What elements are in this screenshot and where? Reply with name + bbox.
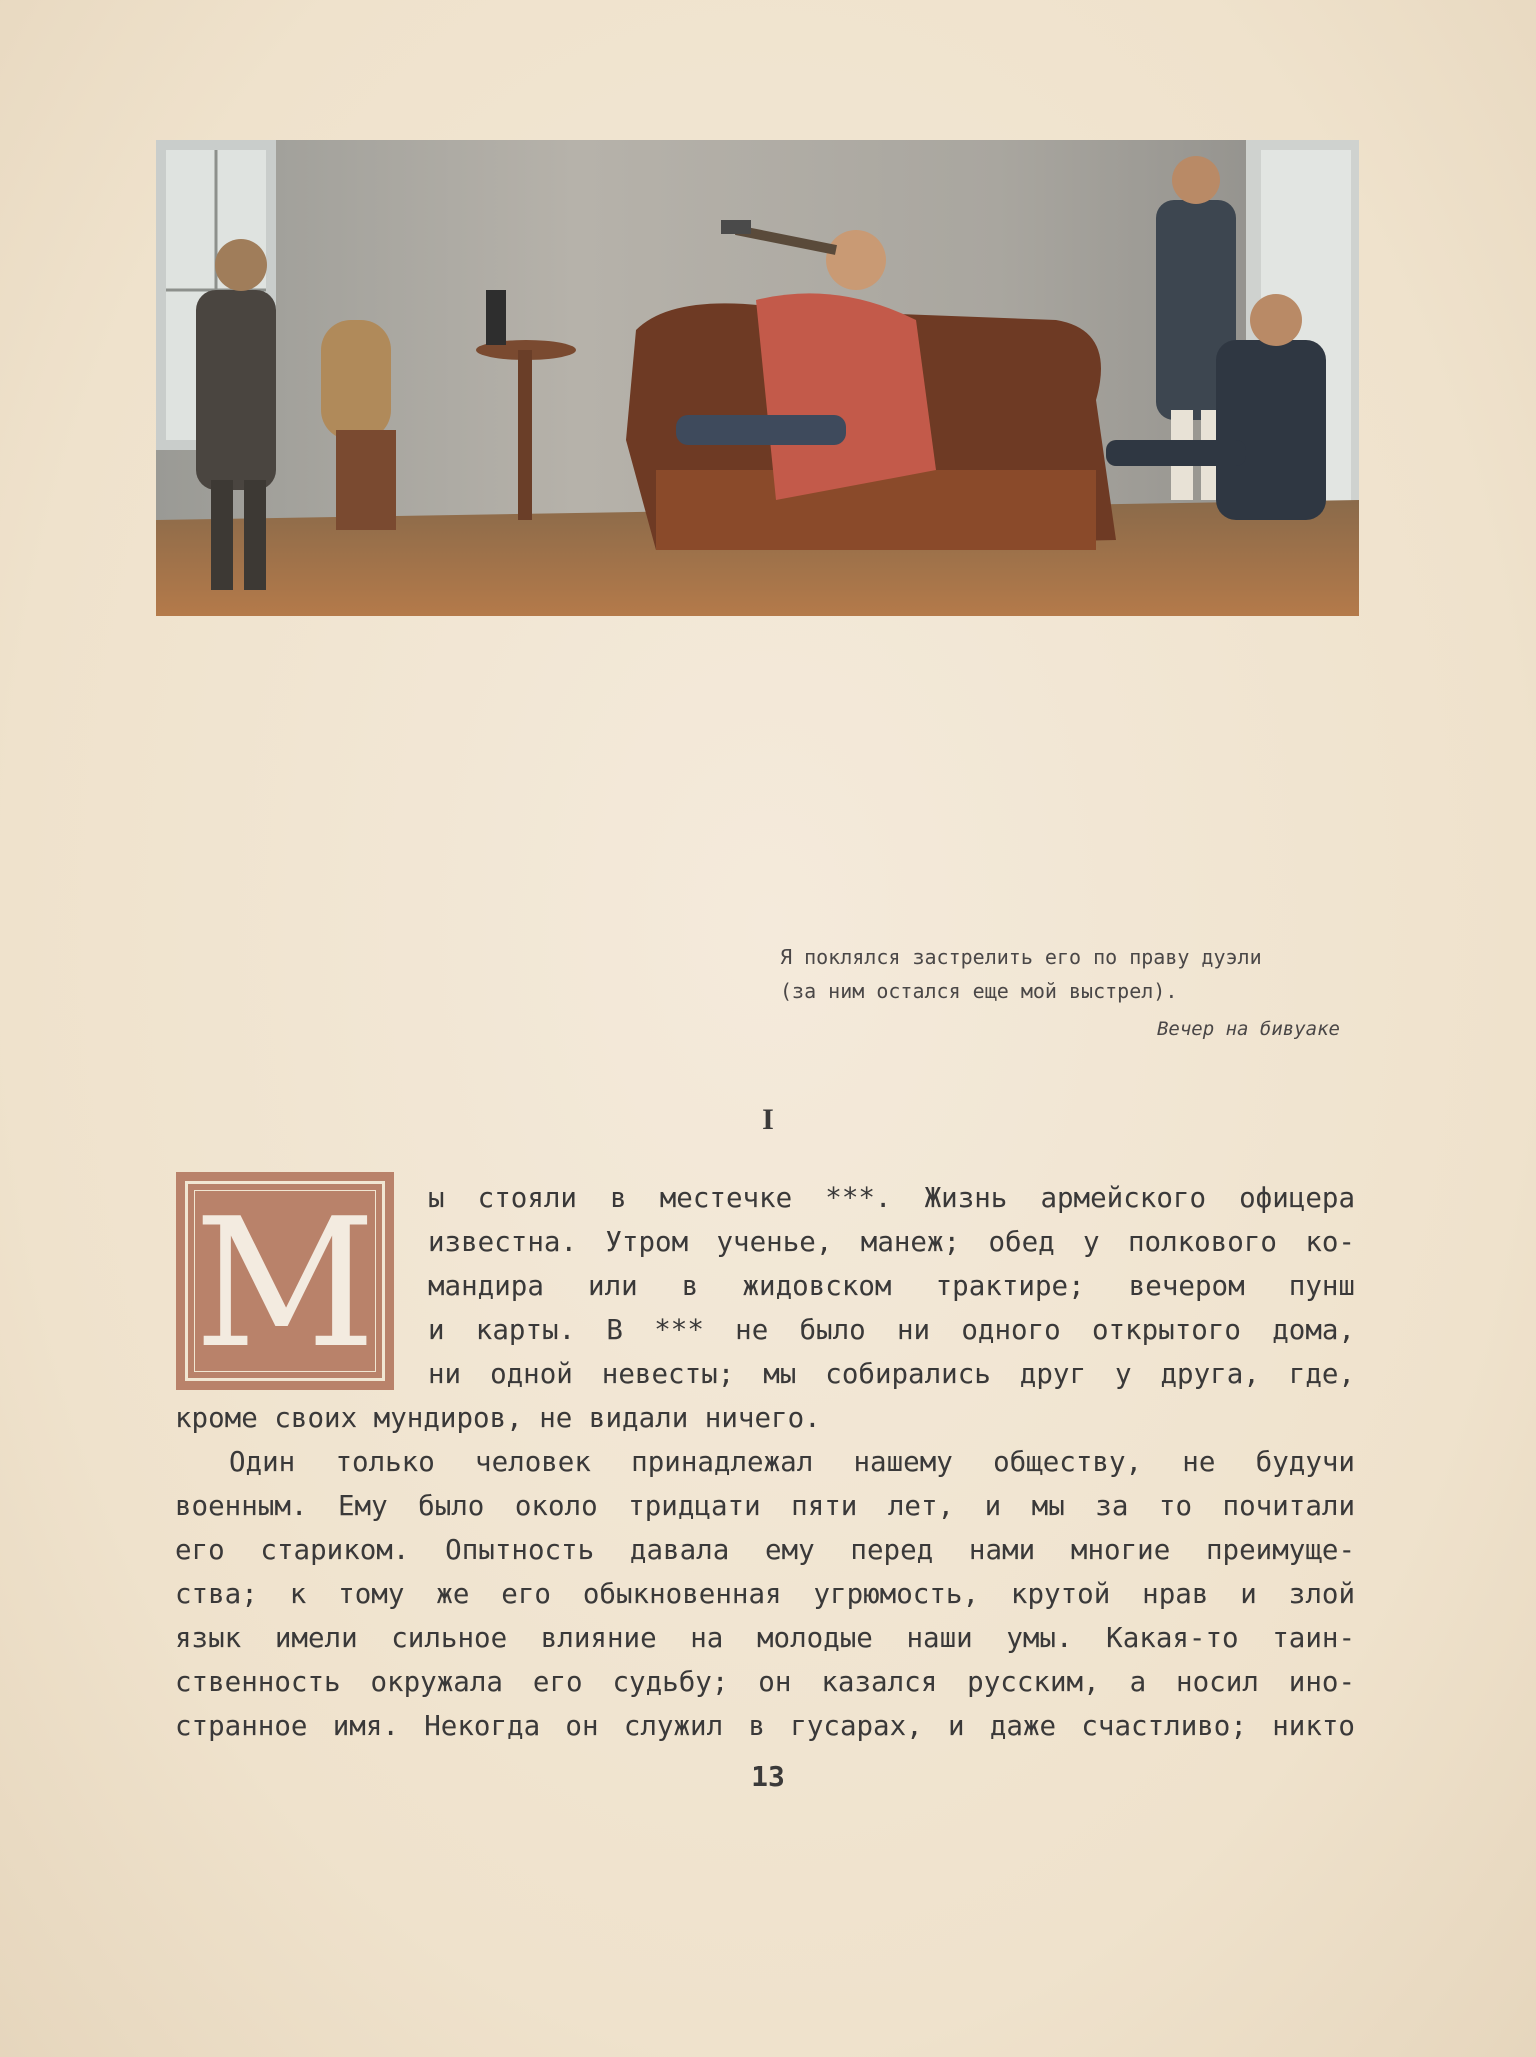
text-line: странное имя. Некогда он служил в гусарах, и даже счастливо; никто: [175, 1710, 1355, 1742]
epigraph-source: Вечер на бивуаке: [1156, 1018, 1340, 1040]
text-line: язык имели сильное влияние на молодые наши умы. Какая-то таин-: [175, 1622, 1355, 1654]
drop-cap: [176, 1172, 394, 1390]
text-line: ства; к тому же его обыкновенная угрюмость, крутой нрав и злой: [175, 1578, 1355, 1610]
epigraph-line-1: Я поклялся застрелить его по праву дуэли: [780, 945, 1262, 969]
text-line: военным. Ему было около тридцати пяти лет, и мы за то почитали: [175, 1490, 1355, 1522]
epigraph-line-2: (за ним остался еще мой выстрел).: [780, 979, 1178, 1003]
text-line: ы стояли в местечке ***. Жизнь армейского офицера: [428, 1182, 1355, 1214]
illustration-painting: [156, 140, 1359, 616]
illustration: [156, 140, 1359, 616]
text-line: его стариком. Опытность давала ему перед нами многие преимуще-: [175, 1534, 1355, 1566]
drop-cap-letter: М: [193, 1180, 377, 1387]
text-line: кроме своих мундиров, не видали ничего.: [175, 1402, 821, 1434]
text-line: ственность окружала его судьбу; он казался русским, а носил ино-: [175, 1666, 1355, 1698]
text-line: мандира или в жидовском трактире; вечером пунш: [428, 1270, 1355, 1302]
chapter-number: I: [762, 1103, 774, 1136]
epigraph: [780, 940, 1380, 1046]
text-line: Один только человек принадлежал нашему обществу, не будучи: [229, 1446, 1355, 1478]
text-line: известна. Утром ученье, манеж; обед у полкового ко-: [428, 1226, 1355, 1258]
text-line: ни одной невесты; мы собирались друг у друга, где,: [428, 1358, 1355, 1390]
text-line: и карты. В *** не было ни одного открытого дома,: [428, 1314, 1355, 1346]
page-number: 13: [751, 1760, 785, 1793]
